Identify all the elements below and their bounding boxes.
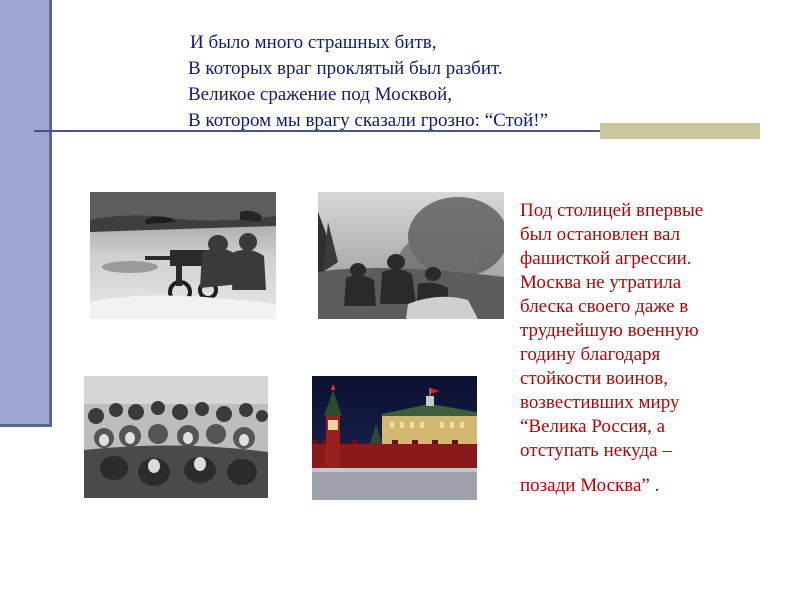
description-line: труднейшую военную xyxy=(520,320,699,341)
description-line: Под столицей впервые xyxy=(520,200,704,221)
description-line: “Велика Россия, а xyxy=(520,416,666,437)
description-line: блеска своего даже в xyxy=(520,296,689,317)
description-line: отступать некуда – xyxy=(520,440,672,461)
description-line: годину благодаря xyxy=(520,344,661,365)
kremlin-night-photo xyxy=(312,376,477,500)
moscow-description xyxy=(520,199,760,498)
crowd-of-soldiers-photo xyxy=(84,376,268,498)
poem-line: В котором мы врагу сказали грозно: “Стой!” xyxy=(188,110,549,131)
decorative-side-bar xyxy=(0,0,52,427)
description-line: возвестивших миру xyxy=(520,392,680,413)
description-line: стойкости воинов, xyxy=(520,368,668,389)
machine-gun-crew-photo xyxy=(90,192,276,319)
poem-line: Великое сражение под Москвой, xyxy=(188,84,452,105)
description-last-line: позади Москва” . xyxy=(520,475,660,496)
poem-line: В которых враг проклятый был разбит. xyxy=(188,58,503,79)
description-line: Москва не утратила xyxy=(520,272,682,293)
description-line: фашисткой агрессии. xyxy=(520,248,692,269)
soldiers-smoke-photo xyxy=(318,192,504,319)
poem-block xyxy=(188,30,658,134)
description-line: был остановлен вал xyxy=(520,224,681,245)
poem-line: И было много страшных битв, xyxy=(190,32,437,53)
